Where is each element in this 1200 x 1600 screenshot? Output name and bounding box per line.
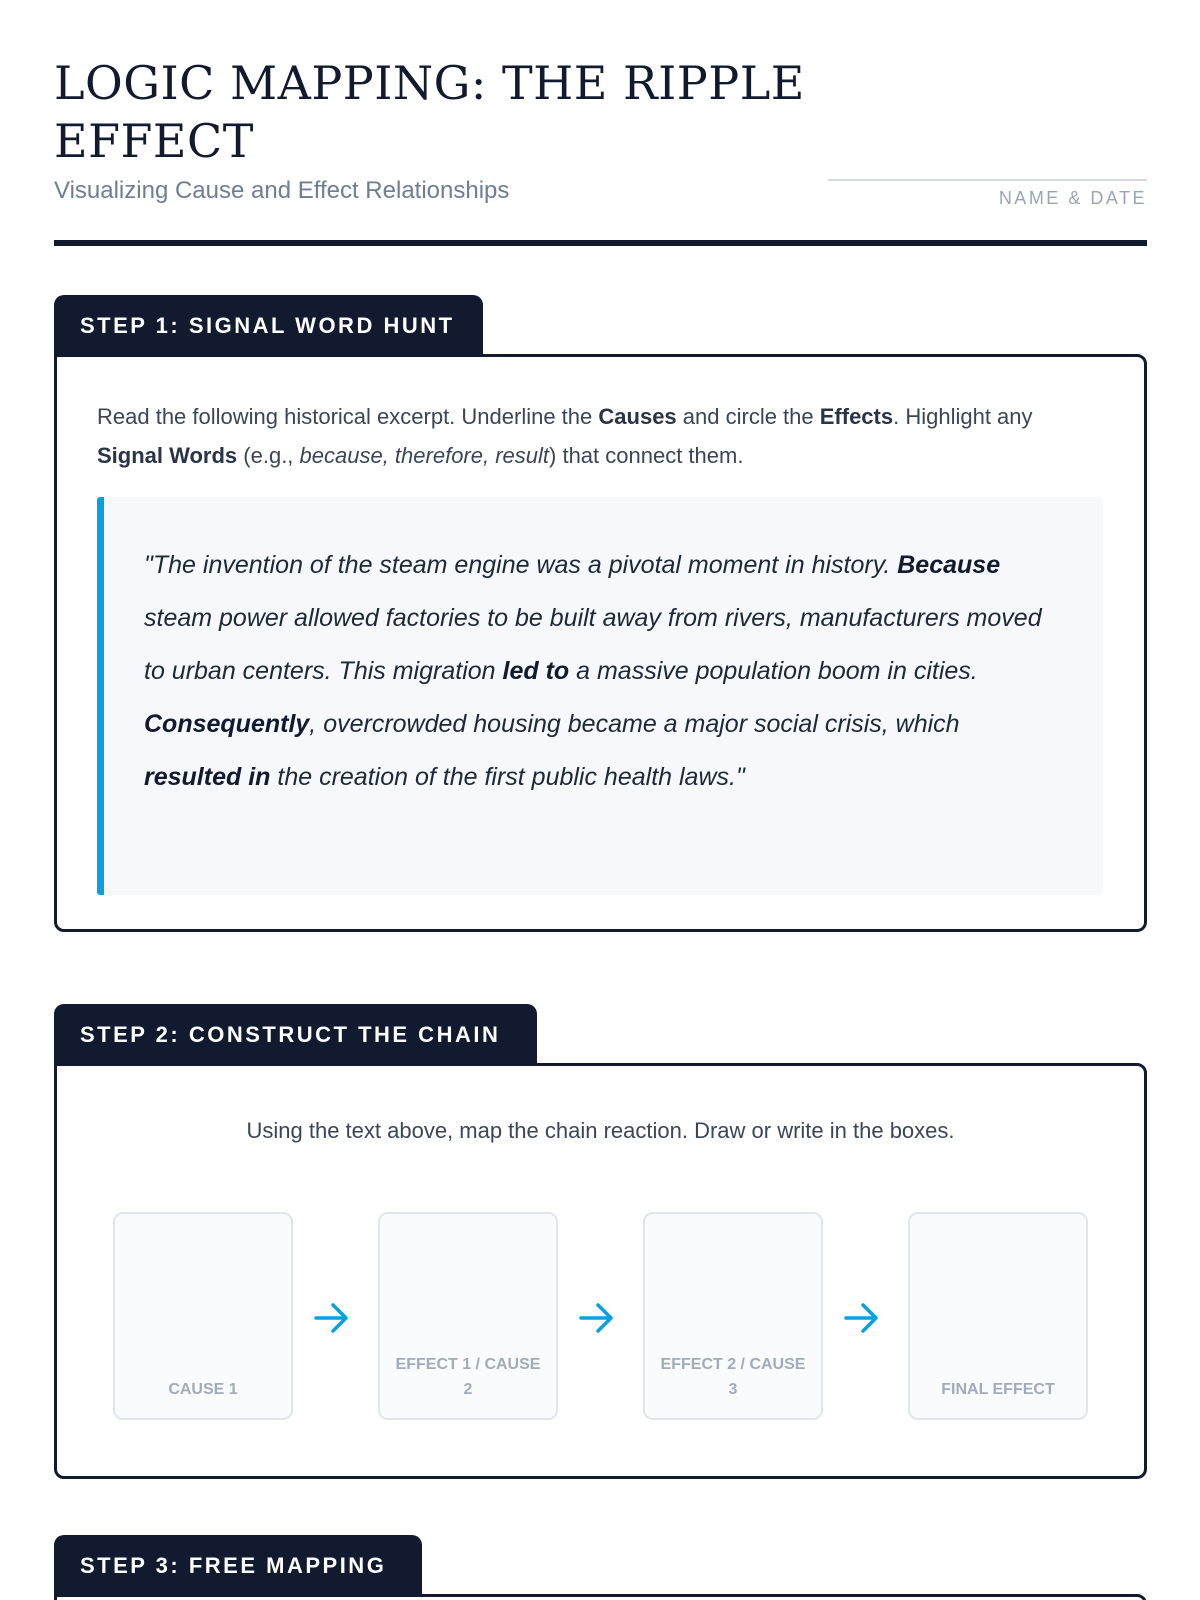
page-subtitle: Visualizing Cause and Effect Relationships <box>54 177 510 204</box>
worksheet-header <box>54 54 1147 244</box>
historical-excerpt[interactable] <box>97 497 1103 895</box>
step2-instructions: Using the text above, map the chain reaction. Draw or write in the boxes. <box>246 1118 955 1143</box>
page-title: LOGIC MAPPING: THE RIPPLE EFFECT <box>54 56 805 168</box>
step2-panel <box>54 1063 1147 1479</box>
signal-word: Consequently <box>144 710 310 738</box>
instr-text: ) that connect them. <box>549 443 744 468</box>
step2-tab: STEP 2: CONSTRUCT THE CHAIN <box>54 1004 537 1066</box>
excerpt-text: the creation of the first public health laws." <box>270 763 745 791</box>
arrow-right-icon <box>842 1298 882 1338</box>
excerpt-text: a massive population boom in cities. <box>569 657 978 685</box>
chain-box-cause-1[interactable] <box>113 1212 293 1420</box>
chain-box-label: CAUSE 1 <box>168 1381 238 1398</box>
signal-word: led to <box>502 657 570 685</box>
instr-examples: because, therefore, result <box>299 443 550 468</box>
cause-effect-chain <box>113 1212 1093 1422</box>
instr-effects: Effects <box>819 404 894 429</box>
name-date-label: NAME & DATE <box>998 188 1147 208</box>
instr-text: Read the following historical excerpt. Underline the <box>97 404 599 429</box>
name-date-line[interactable] <box>828 179 1147 181</box>
chain-box-final-effect[interactable] <box>908 1212 1088 1420</box>
excerpt-text: , overcrowded housing became a major social crisis, which <box>309 710 960 738</box>
instr-text: (e.g., <box>237 443 300 468</box>
chain-box-label: FINAL EFFECT <box>941 1381 1055 1398</box>
step3-panel <box>54 1594 1147 1600</box>
step3-tab: STEP 3: FREE MAPPING <box>54 1535 422 1597</box>
step1-panel <box>54 354 1147 932</box>
arrow-right-icon <box>312 1298 352 1338</box>
instr-text: . Highlight any <box>893 404 1033 429</box>
signal-word: Because <box>897 551 1001 579</box>
chain-box-label: EFFECT 2 / CAUSE 3 <box>660 1356 806 1398</box>
signal-word: resulted in <box>144 763 271 791</box>
excerpt-text: steam power allowed factories to be built away from rivers, manufacturers moved to urban centers. This migration <box>144 604 1042 685</box>
instr-text: and circle the <box>676 404 820 429</box>
excerpt-text: "The invention of the steam engine was a pivotal moment in history. <box>144 551 898 579</box>
chain-box-effect-1-cause-2[interactable] <box>378 1212 558 1420</box>
instr-signal-words: Signal Words <box>97 443 238 468</box>
arrow-right-icon <box>577 1298 617 1338</box>
worksheet-page <box>54 0 1147 1600</box>
header-divider <box>54 240 1147 246</box>
chain-box-effect-2-cause-3[interactable] <box>643 1212 823 1420</box>
chain-box-label: EFFECT 1 / CAUSE 2 <box>395 1356 541 1398</box>
step1-instructions <box>97 397 1097 475</box>
step1-tab: STEP 1: SIGNAL WORD HUNT <box>54 295 483 357</box>
instr-causes: Causes <box>598 404 677 429</box>
